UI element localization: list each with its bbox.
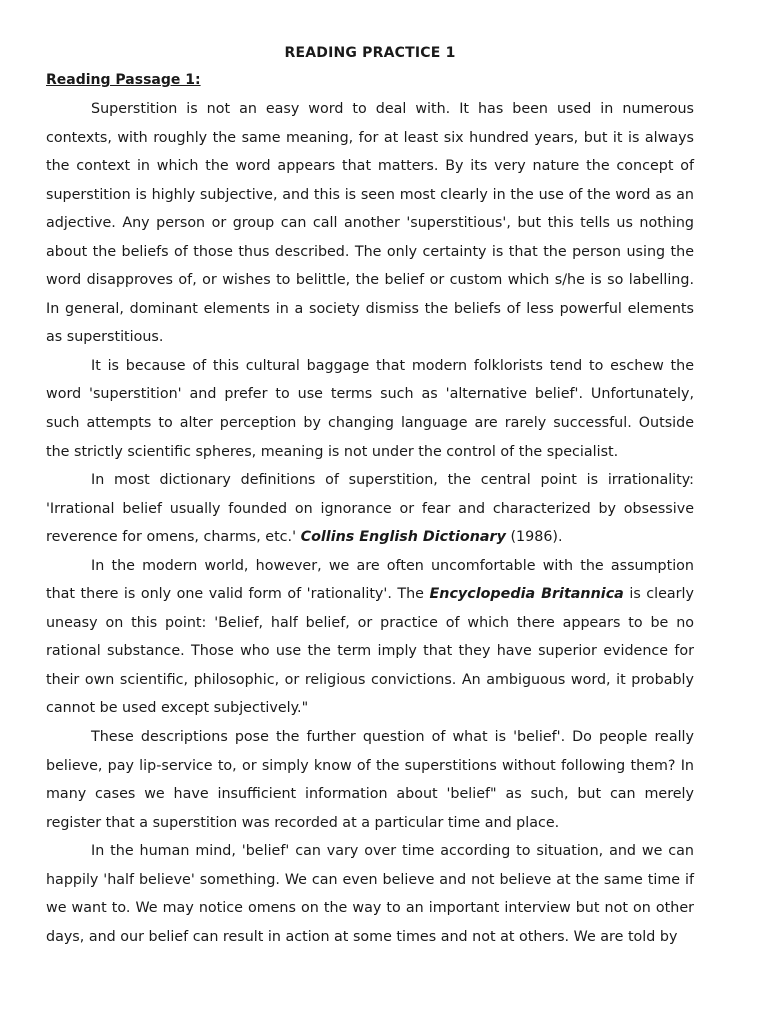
paragraph-3 xyxy=(46,466,694,552)
paragraph-4 xyxy=(46,552,694,723)
paragraph-5: These descriptions pose the further question of what is 'belief'. Do people really believe, pay lip-service to, or simply know of the superstitions without following them? In many cases we have insufficient information about 'belief" as such, but can merely register that a superstition was recorded at a particular time and place. xyxy=(46,729,694,831)
document-title: READING PRACTICE 1 xyxy=(284,45,456,61)
paragraph-3-text-after: (1986). xyxy=(505,529,563,546)
paragraph-2: It is because of this cultural baggage that modern folklorists tend to eschew the word 'superstition' and prefer to use terms such as 'alternative belief'. Unfortunately, such attempts to alter perception by changing language are rarely successful. Outside the strictly scientific spheres, meaning is not under the control of the specialist. xyxy=(46,357,694,460)
encyclopedia-reference: Encyclopedia Britannica xyxy=(429,586,624,603)
dictionary-reference: Collins English Dictionary xyxy=(300,529,506,546)
document-page xyxy=(46,43,694,951)
paragraph-3-text-before: In most dictionary definitions of superstition, the central point is irrationality: 'Irrational belief usually founded on ignorance or fear and characterized by obsessive reverence for omens, charms, etc.' xyxy=(46,472,694,546)
paragraph-4-text-after: is clearly uneasy on this point: 'Belief, half belief, or practice of which there appears to be no rational substance. Those who use the term imply that they have superior evidence for their own scientific, philosophic, or religious convictions. An ambiguous word, it probably cannot be used except subjectively." xyxy=(46,586,694,717)
paragraph-1: Superstition is not an easy word to deal with. It has been used in numerous contexts, with roughly the same meaning, for at least six hundred years, but it is always the context in which the word appears that matters. By its very nature the concept of superstition is highly subjective, and this is seen most clearly in the use of the word as an adjective. Any person or group can call another 'superstitious', but this tells us nothing about the beliefs of those thus described. The only certainty is that the person using the word disapproves of, or wishes to belittle, the belief or custom which s/he is so labelling. In general, dominant elements in a society dismiss the beliefs of less powerful elements as superstitious. xyxy=(46,101,694,346)
paragraph-4-text-before: In the modern world, however, we are often uncomfortable with the assumption that there is only one valid form of 'rationality'. The xyxy=(46,557,694,603)
passage-heading: Reading Passage 1: xyxy=(46,72,201,88)
paragraph-6: In the human mind, 'belief' can vary over time according to situation, and we can happily 'half believe' something. We can even believe and not believe at the same time if we want to. We may notice omens on the way to an important interview but not on other days, and our belief can result in action at some times and not at others. We are told by xyxy=(46,843,694,945)
